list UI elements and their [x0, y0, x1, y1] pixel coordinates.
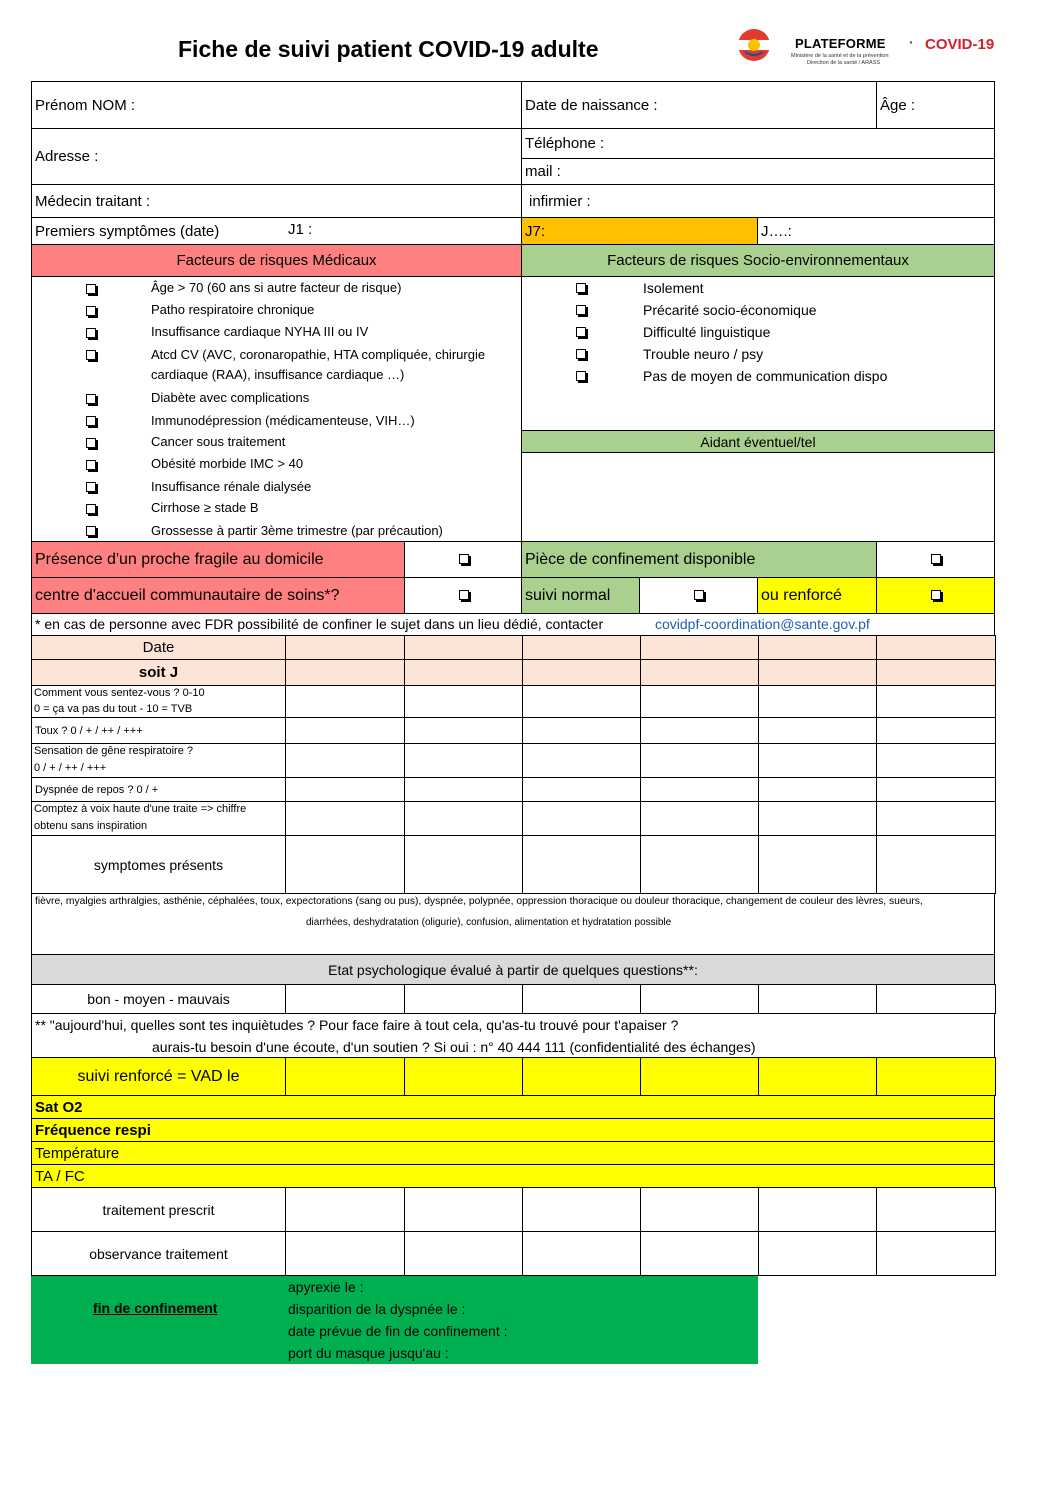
checkbox-isolation[interactable] [576, 283, 586, 293]
count-row-day-2[interactable] [404, 801, 523, 836]
checkbox-language[interactable] [576, 327, 586, 337]
dyspnea-row-label: Dyspnée de repos ? 0 / + [35, 783, 159, 796]
end-masque: port du masque jusqu'au : [288, 1345, 449, 1361]
checkbox-immuno[interactable] [86, 416, 96, 426]
proche-fragile-cell [404, 541, 522, 578]
psy-header: Etat psychologique évalué à partir de quelques questions**: [31, 954, 995, 985]
vad-row-day-4[interactable] [640, 1057, 759, 1096]
date-row-day-4[interactable] [640, 635, 759, 660]
suivi-renforce-cell [876, 577, 995, 614]
treatment-row-day-3[interactable] [522, 1187, 641, 1232]
temp-row[interactable] [31, 1141, 995, 1165]
soitj-row-day-6[interactable] [876, 659, 996, 686]
symptoms-row-day-1[interactable] [285, 835, 405, 894]
dyspnea-row-day-4[interactable] [640, 777, 759, 802]
risk-isolation: Isolement [643, 280, 704, 296]
centre-accueil-cell [404, 577, 522, 614]
cough-row-day-2[interactable] [404, 717, 523, 744]
respiratory-discomfort-row-day-4[interactable] [640, 743, 759, 778]
soitj-row-day-3[interactable] [522, 659, 641, 686]
treatment-row-label-cell [31, 1187, 286, 1232]
risk-communication: Pas de moyen de communication dispo [643, 368, 888, 384]
risk-neuro: Trouble neuro / psy [643, 346, 764, 362]
name-field[interactable] [31, 81, 522, 129]
birthdate-field[interactable] [521, 81, 877, 129]
jn-label: J….: [761, 222, 792, 240]
jn-field[interactable] [757, 217, 995, 245]
cough-row-label-cell [31, 717, 286, 744]
psy-note-line1: ** "aujourd'hui, quelles sont tes inquiètudes ? Pour face faire à tout cela, qu'as-tu trouvé pour t'apaiser ? [35, 1017, 679, 1033]
doctor-field[interactable] [31, 184, 522, 218]
name-label: Prénom NOM : [35, 96, 136, 114]
polynesia-emblem-icon [737, 28, 771, 62]
dyspnea-row-day-3[interactable] [522, 777, 641, 802]
risk-cardiovascular-cont: cardiaque (RAA), insuffisance cardiaque …) [151, 367, 405, 382]
checkbox-communication[interactable] [576, 371, 586, 381]
count-row-day-1[interactable] [285, 801, 405, 836]
logo-covid: COVID-19 [925, 36, 995, 53]
feeling-row-day-1[interactable] [285, 685, 405, 718]
checkbox-proche-fragile[interactable] [459, 554, 469, 564]
end-confinement-label: fin de confinement [93, 1300, 218, 1316]
observance-row-label-cell [31, 1231, 286, 1276]
count-row-day-5[interactable] [758, 801, 877, 836]
coordination-email-link[interactable]: covidpf-coordination@sante.gov.pf [655, 616, 870, 632]
feeling-row-label-2: 0 = ça va pas du tout - 10 = TVB [34, 702, 193, 715]
treatment-row-day-4[interactable] [640, 1187, 759, 1232]
psy-scale-row-label-cell [31, 984, 286, 1014]
symptoms-row-day-3[interactable] [522, 835, 641, 894]
nurse-label: infirmier : [529, 192, 591, 210]
cough-row-day-3[interactable] [522, 717, 641, 744]
count-row-day-6[interactable] [876, 801, 996, 836]
risk-pregnancy: Grossesse à partir 3ème trimestre (par précaution) [151, 523, 443, 538]
checkbox-cirrhosis[interactable] [86, 504, 96, 514]
symptoms-row-day-2[interactable] [404, 835, 523, 894]
address-label: Adresse : [35, 148, 99, 165]
symptoms-row-day-5[interactable] [758, 835, 877, 894]
phone-label: Téléphone : [525, 135, 605, 152]
proche-fragile-label: Présence d'un proche fragile au domicile [31, 541, 405, 578]
risk-age: Âge > 70 (60 ans si autre facteur de risque) [151, 280, 402, 295]
checkbox-diabetes[interactable] [86, 394, 96, 404]
logo-separator: · [909, 34, 914, 50]
symptom-list-line1: fièvre, myalgies arthralgies, asthénie, céphalées, toux, expectorations (sang ou pus), dyspnée, polypnée, oppression thoracique ou douleur thoracique, changement de couleur des lèvres, sueurs, [35, 896, 923, 907]
symptoms-row-day-6[interactable] [876, 835, 996, 894]
freq-row-label: Fréquence respi [35, 1121, 151, 1139]
date-row-day-6[interactable] [876, 635, 996, 660]
phone-field[interactable] [521, 128, 995, 159]
count-row-label-2: obtenu sans inspiration [34, 819, 148, 832]
doctor-label: Médecin traitant : [35, 192, 151, 210]
socio-risk-header: Facteurs de risques Socio-environnementaux [521, 244, 995, 277]
age-field[interactable] [876, 81, 995, 129]
feeling-row-day-3[interactable] [522, 685, 641, 718]
feeling-row-label-1: Comment vous sentez-vous ? 0-10 [34, 687, 205, 699]
date-row-day-3[interactable] [522, 635, 641, 660]
sat-row[interactable] [31, 1095, 995, 1119]
psy-scale-row-day-1[interactable] [285, 984, 405, 1014]
observance-row-day-5[interactable] [758, 1231, 877, 1276]
psy-scale-row-day-6[interactable] [876, 984, 996, 1014]
respiratory-discomfort-row-day-5[interactable] [758, 743, 877, 778]
socio-risk-list [521, 276, 995, 431]
soitj-row-label-cell [31, 659, 286, 686]
medical-risk-list [31, 276, 522, 542]
freq-row[interactable] [31, 1118, 995, 1142]
checkbox-cancer[interactable] [86, 438, 96, 448]
cough-row-label: Toux ? 0 / + / ++ / +++ [35, 724, 143, 737]
date-row-day-1[interactable] [285, 635, 405, 660]
respiratory-discomfort-row-day-1[interactable] [285, 743, 405, 778]
risk-respiratory: Patho respiratoire chronique [151, 302, 315, 317]
psy-scale-row-label: bon - moyen - mauvais [87, 991, 230, 1007]
suivi-renforce-label: ou renforcé [757, 577, 877, 614]
logo-plateforme: PLATEFORME [795, 36, 886, 51]
vad-row-day-6[interactable] [876, 1057, 996, 1096]
feeling-row-day-4[interactable] [640, 685, 759, 718]
symptom-list-line2: diarrhées, deshydratation (oligurie), confusion, alimentation et hydratation possible [306, 917, 672, 928]
mail-field[interactable] [521, 158, 995, 185]
checkbox-age[interactable] [86, 284, 96, 294]
risk-obesity: Obésité morbide IMC > 40 [151, 456, 304, 471]
treatment-row-day-2[interactable] [404, 1187, 523, 1232]
count-row-day-3[interactable] [522, 801, 641, 836]
j7-field[interactable] [521, 217, 758, 245]
psy-scale-row-day-3[interactable] [522, 984, 641, 1014]
psy-note-line2: aurais-tu besoin d'une écoute, d'un soutien ? Si oui : n° 40 444 111 (confidentialité des échanges) [152, 1039, 756, 1055]
vad-row-day-3[interactable] [522, 1057, 641, 1096]
symptom-list [31, 893, 995, 955]
checkbox-cardiac[interactable] [86, 328, 96, 338]
risk-cardiac: Insuffisance cardiaque NYHA III ou IV [151, 324, 369, 339]
end-dyspnee: disparition de la dyspnée le : [288, 1301, 466, 1317]
nurse-field[interactable] [521, 184, 995, 218]
birthdate-label: Date de naissance : [525, 96, 658, 114]
checkbox-obesity[interactable] [86, 460, 96, 470]
checkbox-neuro[interactable] [576, 349, 586, 359]
risk-renal: Insuffisance rénale dialysée [151, 479, 312, 494]
feeling-row-day-6[interactable] [876, 685, 996, 718]
soitj-row-label: soit J [138, 664, 179, 681]
sat-row-label: Sat O2 [35, 1098, 83, 1116]
risk-diabetes: Diabète avec complications [151, 390, 310, 405]
end-confinement-block [31, 1276, 758, 1364]
date-row-label: Date [142, 639, 175, 656]
vad-row-label-cell [31, 1057, 286, 1096]
soitj-row-day-2[interactable] [404, 659, 523, 686]
observance-row-day-4[interactable] [640, 1231, 759, 1276]
observance-row-day-2[interactable] [404, 1231, 523, 1276]
checkbox-respiratory[interactable] [86, 306, 96, 316]
treatment-row-day-6[interactable] [876, 1187, 996, 1232]
fdr-note [31, 613, 995, 636]
psy-scale-row-day-2[interactable] [404, 984, 523, 1014]
j1-label: J1 : [288, 221, 313, 238]
dyspnea-row-day-1[interactable] [285, 777, 405, 802]
age-label: Âge : [880, 96, 916, 114]
suivi-normal-cell [639, 577, 758, 614]
j7-label: J7: [525, 222, 546, 240]
checkbox-pregnancy[interactable] [86, 526, 96, 536]
checkbox-centre-accueil[interactable] [459, 590, 469, 600]
ta-row-label: TA / FC [35, 1167, 85, 1185]
end-date-prevue: date prévue de fin de confinement : [288, 1323, 508, 1339]
checkbox-suivi-renforce[interactable] [931, 590, 941, 600]
feeling-row-day-2[interactable] [404, 685, 523, 718]
temp-row-label: Température [35, 1144, 120, 1162]
piece-confinement-cell [876, 541, 995, 578]
count-row-label-1: Comptez à voix haute d'une traite => chiffre [34, 803, 247, 815]
checkbox-piece-confinement[interactable] [931, 554, 941, 564]
mail-label: mail : [525, 163, 561, 180]
first-symptoms-row [31, 217, 522, 245]
soitj-row-day-4[interactable] [640, 659, 759, 686]
risk-cirrhosis: Cirrhose ≥ stade B [151, 500, 259, 515]
symptoms-row-day-4[interactable] [640, 835, 759, 894]
observance-row-day-6[interactable] [876, 1231, 996, 1276]
respiratory-discomfort-row-day-6[interactable] [876, 743, 996, 778]
observance-row-day-1[interactable] [285, 1231, 405, 1276]
respiratory-discomfort-row-day-3[interactable] [522, 743, 641, 778]
fdr-note-text: * en cas de personne avec FDR possibilité de confiner le sujet dans un lieu dédié, contacter [35, 616, 604, 632]
logo-ministry: Ministère de la santé et de la prévention [791, 53, 889, 59]
symptoms-row-label-cell [31, 835, 286, 894]
soitj-row-day-1[interactable] [285, 659, 405, 686]
feeling-row-label-cell [31, 685, 286, 718]
dyspnea-row-day-5[interactable] [758, 777, 877, 802]
risk-language: Difficulté linguistique [643, 324, 771, 340]
psy-scale-row-day-5[interactable] [758, 984, 877, 1014]
psy-note [31, 1013, 995, 1058]
checkbox-renal[interactable] [86, 482, 96, 492]
observance-row-day-3[interactable] [522, 1231, 641, 1276]
vad-row-label: suivi renforcé = VAD le [77, 1067, 240, 1085]
risk-immuno: Immunodépression (médicamenteuse, VIH…) [151, 413, 415, 428]
date-row-label-cell [31, 635, 286, 660]
logo-direction: Direction de la santé / ARASS [807, 60, 881, 66]
cough-row-day-5[interactable] [758, 717, 877, 744]
vad-row-day-5[interactable] [758, 1057, 877, 1096]
treatment-row-label: traitement prescrit [102, 1201, 215, 1218]
feeling-row-day-5[interactable] [758, 685, 877, 718]
cough-row-day-6[interactable] [876, 717, 996, 744]
aidant-header: Aidant éventuel/tel [521, 430, 995, 453]
respiratory-discomfort-row-label-1: Sensation de gêne respiratoire ? [34, 745, 193, 757]
address-field[interactable] [31, 128, 522, 185]
aidant-field[interactable] [521, 452, 995, 542]
end-apyrexie: apyrexie le : [288, 1279, 364, 1295]
date-row-day-2[interactable] [404, 635, 523, 660]
dyspnea-row-label-cell [31, 777, 286, 802]
count-row-day-4[interactable] [640, 801, 759, 836]
ta-row[interactable] [31, 1164, 995, 1188]
risk-cancer: Cancer sous traitement [151, 434, 286, 449]
dyspnea-row-day-6[interactable] [876, 777, 996, 802]
vad-row-day-1[interactable] [285, 1057, 405, 1096]
cough-row-day-4[interactable] [640, 717, 759, 744]
dyspnea-row-day-2[interactable] [404, 777, 523, 802]
observance-row-label: observance traitement [89, 1245, 228, 1262]
checkbox-cardiovascular[interactable] [86, 350, 96, 360]
page-title: Fiche de suivi patient COVID-19 adulte [178, 36, 599, 62]
cough-row-day-1[interactable] [285, 717, 405, 744]
respiratory-discomfort-row-day-2[interactable] [404, 743, 523, 778]
treatment-row-day-5[interactable] [758, 1187, 877, 1232]
checkbox-precarity[interactable] [576, 305, 586, 315]
soitj-row-day-5[interactable] [758, 659, 877, 686]
respiratory-discomfort-row-label-cell [31, 743, 286, 778]
symptoms-row-label: symptomes présents [93, 856, 224, 873]
count-row-label-cell [31, 801, 286, 836]
psy-scale-row-day-4[interactable] [640, 984, 759, 1014]
suivi-normal-label: suivi normal [521, 577, 640, 614]
vad-row-day-2[interactable] [404, 1057, 523, 1096]
piece-confinement-label: Pièce de confinement disponible [521, 541, 877, 578]
platform-logo [733, 26, 993, 68]
risk-precarity: Précarité socio-économique [643, 302, 817, 318]
first-symptoms-label: Premiers symptômes (date) [35, 222, 220, 240]
checkbox-suivi-normal[interactable] [694, 590, 704, 600]
date-row-day-5[interactable] [758, 635, 877, 660]
risk-cardiovascular: Atcd CV (AVC, coronaropathie, HTA compliquée, chirurgie [151, 347, 486, 362]
medical-risk-header: Facteurs de risques Médicaux [31, 244, 522, 277]
treatment-row-day-1[interactable] [285, 1187, 405, 1232]
respiratory-discomfort-row-label-2: 0 / + / ++ / +++ [34, 761, 107, 774]
centre-accueil-label: centre d'accueil communautaire de soins*? [31, 577, 405, 614]
